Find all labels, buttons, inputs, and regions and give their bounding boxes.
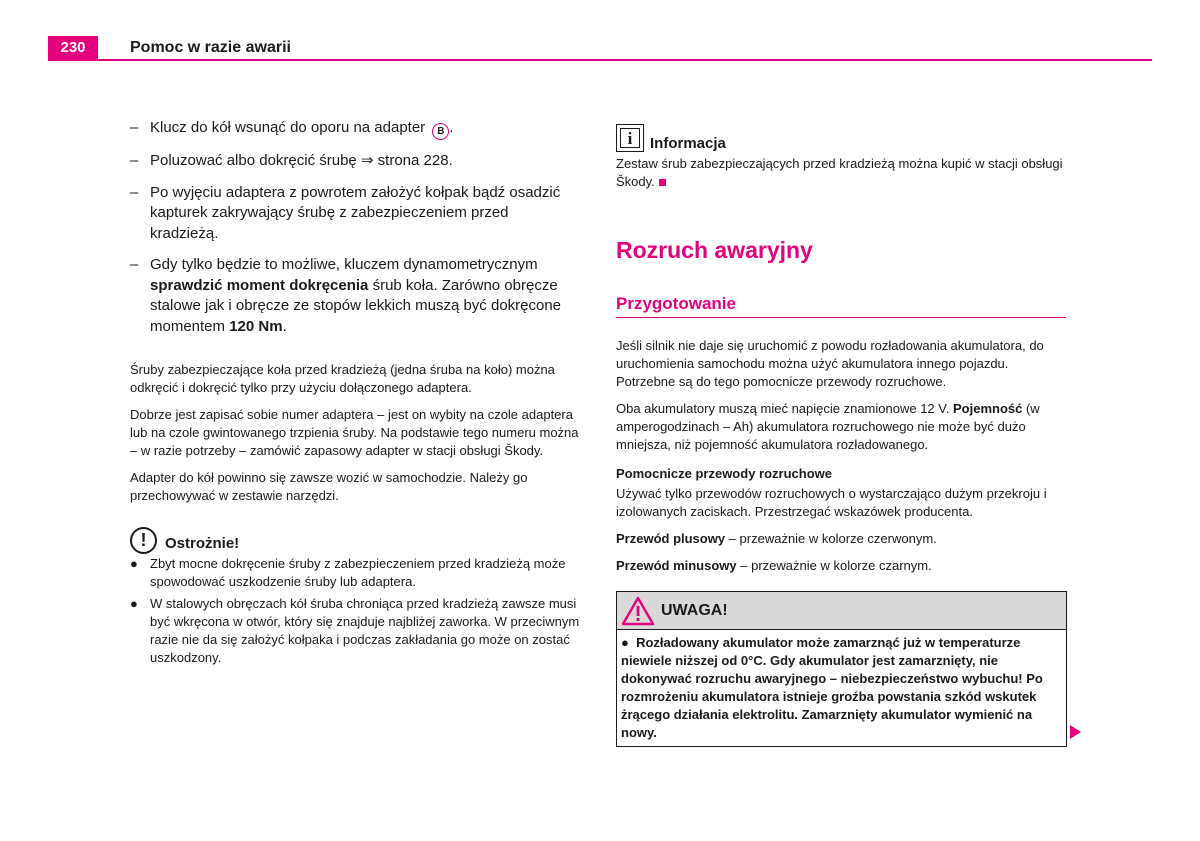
cables-subheading: Pomocnicze przewody rozruchowe: [616, 466, 832, 481]
warning-body: ● Rozładowany akumulator może zamarznąć już w temperaturze niewiele niższej od 0°C. Gdy akumulator jest zamarznięty, nie dokonywać rozruchu awaryjnego – niebezpieczeństwo wybuchu! Po rozmrożeniu akumulatora istnieje groźba powstania szkód wskutek żrącego działania elektrolitu. Zamarznięty akumulator wymienić na nowy.: [621, 635, 1043, 740]
caution-note: [130, 525, 580, 667]
chapter-title: Pomoc w razie awarii: [130, 39, 291, 56]
exclamation-icon: !: [130, 527, 157, 554]
header-rule: [48, 59, 1152, 61]
warning-title: UWAGA!: [661, 601, 728, 619]
caution-header: [130, 525, 580, 555]
page-header: [0, 0, 1200, 62]
instruction-step: – Klucz do kół wsunąć do oporu na adapter B .: [130, 118, 580, 140]
body-paragraph: Oba akumulatory muszą mieć napięcie znamionowe 12 V. Pojemność (w amperogodzinach – Ah) akumulatora rozruchowego nie może być dużo mniejsza, niż pojemność akumulatora rozładowanego.: [616, 401, 1040, 452]
instruction-step: – Gdy tylko będzie to możliwe, kluczem dynamometrycznym sprawdzić moment dokręcenia śrub koła. Zarówno obręcze stalowe jak i obręcze ze stopów lekkich muszą być dokręcone momentem 120 Nm.: [130, 256, 562, 335]
caution-bullet: ● Zbyt mocne dokręcenie śruby z zabezpieczeniem przed kradzieżą może spowodować uszkodzenie śruby lub adaptera.: [130, 556, 566, 589]
bullet-dot: ●: [130, 596, 138, 611]
warning-triangle-icon: [621, 596, 655, 626]
info-text: Zestaw śrub zabezpieczających przed kradzieżą można kupić w stacji obsługi Škody.: [616, 156, 1063, 189]
page-number: 230: [48, 36, 98, 60]
minus-cable-note: Przewód minusowy – przeważnie w kolorze czarnym.: [616, 558, 932, 573]
left-column: [130, 118, 580, 671]
caution-bullet: ● W stalowych obręczach kół śruba chroniąca przed kradzieżą zawsze musi być wkręcona w otwór, który się znajduje najbliżej zaworka. W przeciwnym razie nie da się założyć kołpaka i podczas zakładania go może on zostać uszkodzony.: [130, 596, 580, 665]
dash-marker: –: [130, 119, 139, 136]
caution-title: Ostrożnie!: [165, 534, 240, 552]
dash-marker: –: [130, 183, 139, 201]
adapter-b-badge: B: [432, 123, 449, 140]
body-paragraph: Jeśli silnik nie daje się uruchomić z powodu rozładowania akumulatora, do uruchomienia samochodu można użyć akumulatora innego pojazdu. Potrzebne są do tego pomocnicze przewody rozruchowe.: [616, 338, 1044, 389]
body-paragraph: Śruby zabezpieczające koła przed kradzieżą (jedna śruba na koło) można odkręcić i dokręcić tylko przy użyciu dołączonego adaptera.: [130, 362, 555, 395]
info-title: Informacja: [650, 135, 726, 152]
subsection-heading: Przygotowanie: [616, 294, 1066, 318]
dash-marker: –: [130, 256, 139, 273]
bullet-dot: ●: [130, 556, 138, 571]
next-page-arrow-icon: [1070, 725, 1081, 739]
warning-box: [616, 591, 1067, 747]
body-paragraph: Dobrze jest zapisać sobie numer adaptera – jest on wybity na czole adaptera lub na czole gwintowanego trzpienia śruby. Na podstawie tego numeru można – w razie potrzeby – zamówić zapasowy adapter w stacji obsługi Škody.: [130, 407, 579, 458]
warning-header: [617, 592, 1066, 630]
bullet-dot: ●: [621, 635, 637, 650]
body-paragraph: Adapter do kół powinno się zawsze wozić w samochodzie. Należy go przechowywać w zestawie narzędzi.: [130, 470, 528, 503]
body-paragraph: Używać tylko przewodów rozruchowych o wystarczająco dużym przekroju i izolowanych zaciskach. Przestrzegać wskazówek producenta.: [616, 486, 1047, 519]
instruction-step: – Poluzować albo dokręcić śrubę ⇒ strona 228.: [130, 151, 580, 172]
plus-cable-note: Przewód plusowy – przeważnie w kolorze czerwonym.: [616, 531, 937, 546]
section-heading: Rozruch awaryjny: [616, 237, 813, 263]
right-column: [616, 122, 1068, 747]
dash-marker: –: [130, 152, 139, 169]
instruction-step: – Po wyjęciu adaptera z powrotem założyć kołpak bądź osadzić kapturek zakrywający śrubę z zabezpieczeniem przed kradzieżą.: [130, 183, 561, 242]
info-header: [616, 122, 1068, 152]
info-icon: i: [616, 124, 644, 152]
end-marker-icon: [659, 179, 666, 186]
